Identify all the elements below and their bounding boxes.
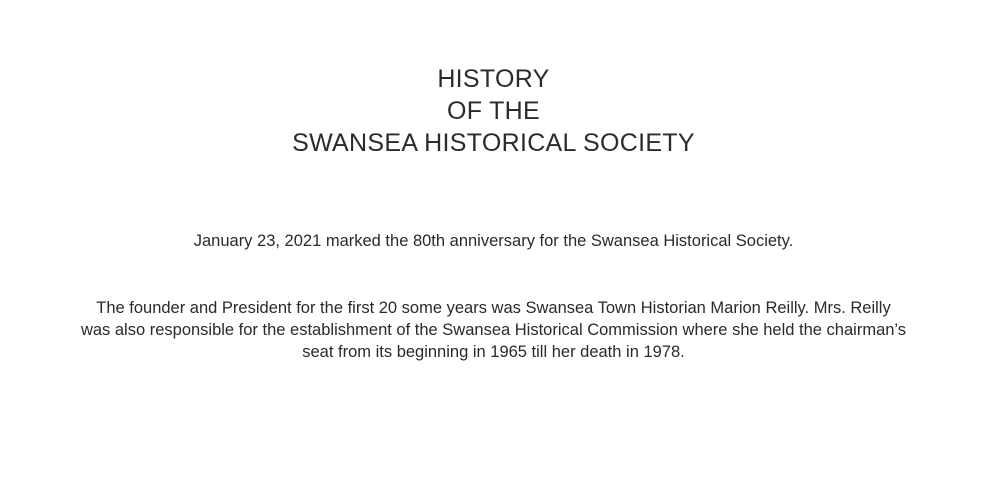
title-line-history: HISTORY: [437, 65, 550, 93]
page-title: [0, 63, 987, 159]
intro-sentence: January 23, 2021 marked the 80th anniversary for the Swansea Historical Society.: [193, 232, 794, 250]
title-line-society: SWANSEA HISTORICAL SOCIETY: [292, 129, 695, 157]
title-line-of-the: OF THE: [446, 97, 540, 125]
history-paragraph: The founder and President for the first 20 some years was Swansea Town Historian Marion Reilly. Mrs. Reilly was also responsible for the establishment of the Swansea Historical Commission where she held the chairman’s seat from its beginning in 1965 till her death in 1978.: [80, 299, 907, 361]
